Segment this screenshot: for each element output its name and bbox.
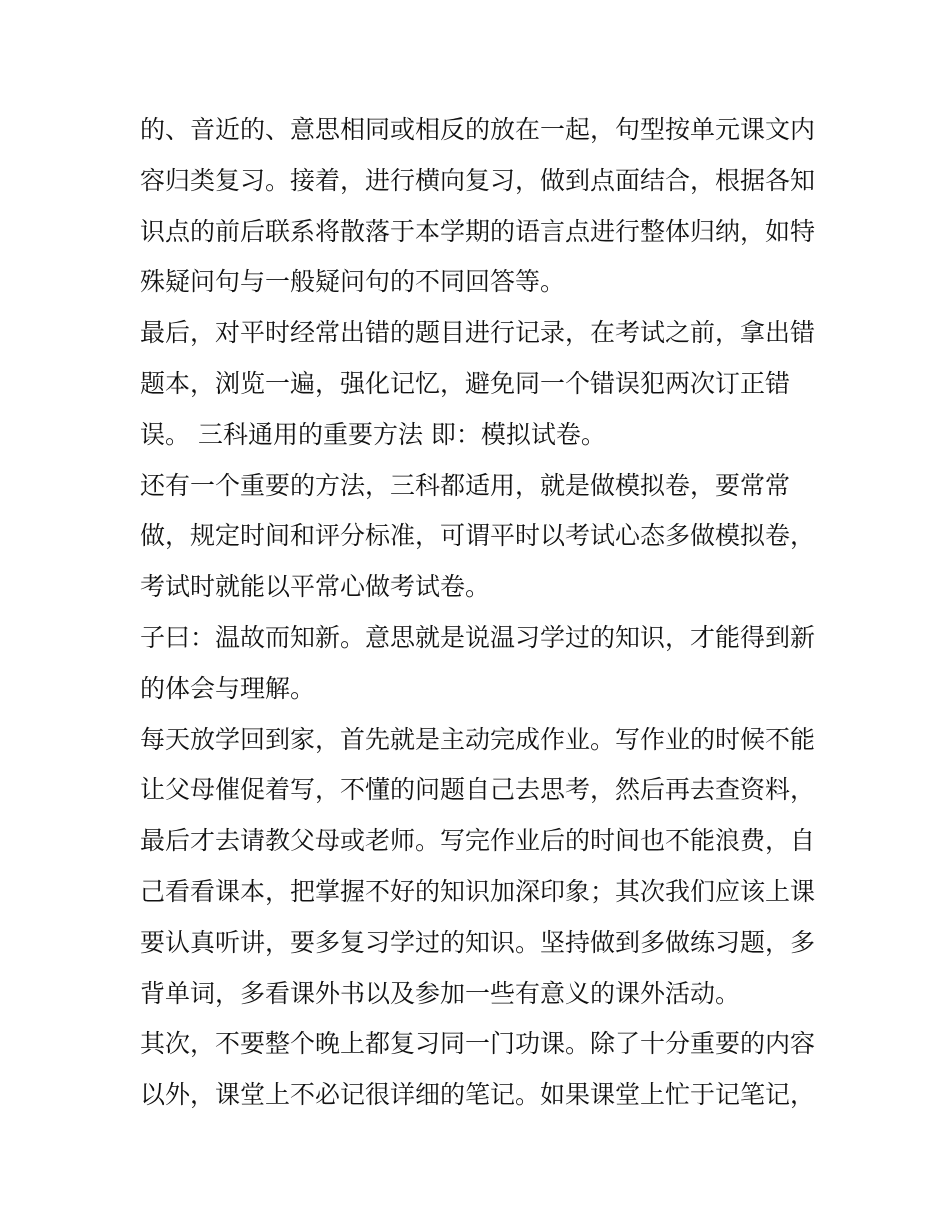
paragraph-3: [140, 461, 815, 613]
text-line: 的体会与理解。: [140, 673, 316, 703]
text-line: 殊疑问句与一般疑问句的不同回答等。: [140, 267, 566, 297]
text-line: 最后，对平时经常出错的题目进行记录，在考试之前，拿出错: [140, 318, 816, 348]
text-line: 让父母催促着写，不懂的问题自己去思考，然后再去查资料，: [140, 775, 816, 805]
text-line: 还有一个重要的方法，三科都适用，就是做模拟卷，要常常: [140, 470, 791, 500]
text-line: 做，规定时间和评分标准，可谓平时以考试心态多做模拟卷，: [140, 521, 816, 551]
text-line: 识点的前后联系将散落于本学期的语言点进行整体归纳，如特: [140, 216, 816, 246]
text-line: 容归类复习。接着，进行横向复习，做到点面结合，根据各知: [140, 165, 816, 195]
paragraph-1: [140, 105, 815, 308]
text-line: 其次，不要整个晚上都复习同一门功课。除了十分重要的内容: [140, 1029, 816, 1059]
text-line: 误。 三科通用的重要方法 即：模拟试卷。: [140, 419, 606, 449]
text-line: 题本，浏览一遍，强化记忆，避免同一个错误犯两次订正错: [140, 368, 791, 398]
paragraph-6: [140, 1019, 815, 1121]
paragraph-4: [140, 613, 815, 715]
text-line: 最后才去请教父母或老师。写完作业后的时间也不能浪费，自: [140, 826, 816, 856]
text-line: 子曰：温故而知新。意思就是说温习学过的知识，才能得到新: [140, 622, 816, 652]
text-line: 以外，课堂上不必记很详细的笔记。如果课堂上忙于记笔记，: [140, 1080, 816, 1110]
text-line: 己看看课本，把掌握不好的知识加深印象；其次我们应该上课: [140, 876, 816, 906]
paragraph-2: [140, 308, 815, 460]
text-line: 的、音近的、意思相同或相反的放在一起，句型按单元课文内: [140, 115, 816, 144]
paragraph-5: [140, 715, 815, 1020]
document-body: [140, 105, 815, 1121]
text-line: 考试时就能以平常心做考试卷。: [140, 572, 491, 602]
text-line: 要认真听讲，要多复习学过的知识。坚持做到多做练习题，多: [140, 927, 816, 957]
text-line: 背单词，多看课外书以及参加一些有意义的课外活动。: [140, 978, 741, 1008]
text-line: 每天放学回到家，首先就是主动完成作业。写作业的时候不能: [140, 724, 816, 754]
